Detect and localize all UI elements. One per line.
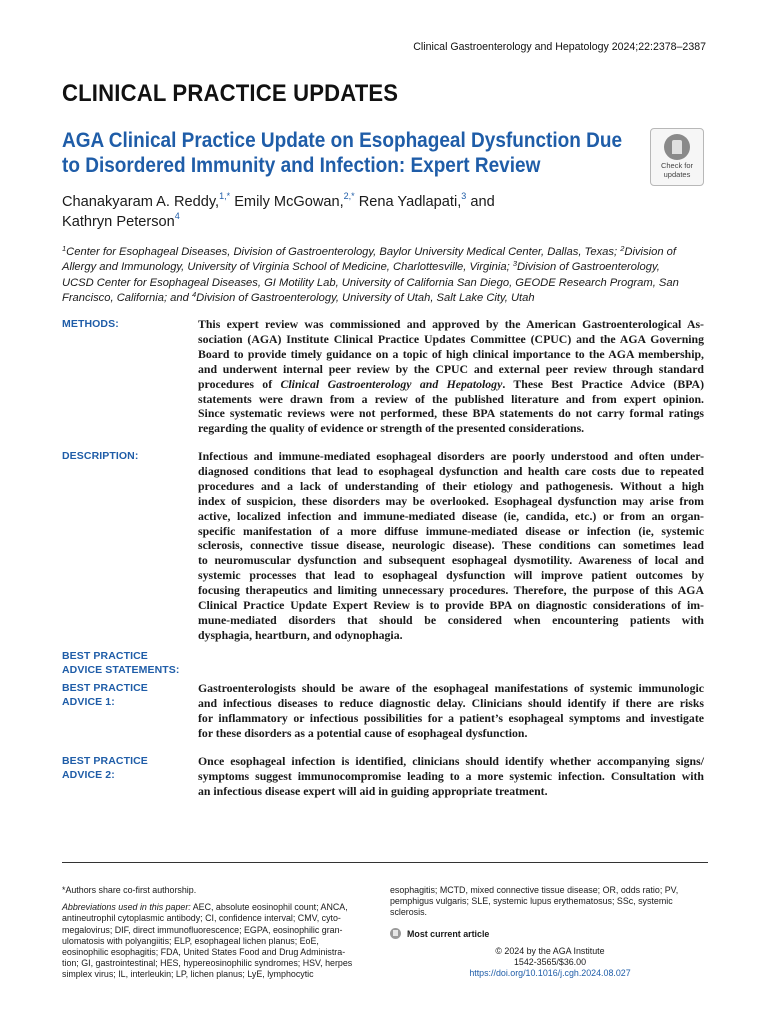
description-line: Infectious and immune-mediated esophageal disorders are poorly understood and often under- [198, 449, 704, 463]
bpa2-label-line: ADVICE 2: [62, 769, 115, 781]
methods-label: METHODS: [62, 318, 119, 330]
abbreviation-line: megalovirus; DIF, direct immunofluorescence; EGPA, eosinophilic gran- [62, 924, 343, 935]
check-updates-label: Check for updates [660, 161, 694, 179]
bpa1-line: Gastroenterologists should be aware of the esophageal manifestations of systemic immunologic [198, 681, 704, 695]
footnote-divider [62, 862, 708, 863]
bpa2-line: symptoms suggest immunocompromise leading to a more systemic infection. Consultation with [198, 768, 704, 783]
author-affiliation-ref[interactable]: 4 [174, 211, 180, 221]
abbreviation-line: tion; GI, gastrointestinal; HES, hypereosinophilic syndromes; HSV, herpes [62, 958, 353, 969]
description-line: sclerosis, connective tissue disease, neurologic disease). These conditions can sometimes lead [198, 538, 704, 553]
bpa1-line: for these disorders as a potential cause of esophageal dysfunction. [198, 725, 528, 740]
article-title [62, 128, 623, 178]
section-title: CLINICAL PRACTICE UPDATES [62, 80, 399, 107]
methods-line: Since systematic reviews were not performed, these BPA statements do not carry formal ratings [198, 406, 704, 421]
affiliation-line: $^1$Center for Esophageal Diseases, Division of Gastroenterology, Baylor University Medical Center, Dallas, Texas; $^2$Division of [62, 244, 676, 258]
bpa2-line: Once esophageal infection is identified, clinicians should identify whether accompanying signs/ [198, 754, 704, 768]
crossmark-icon [390, 928, 401, 939]
methods-line: and underwent internal peer review by the CPUC and external peer review through standard [198, 361, 704, 376]
abbreviation-line: antineutrophil cytoplasmic antibody; CI, confidence interval; CMV, cyto- [62, 913, 341, 924]
abbreviations-first-line [62, 902, 378, 913]
author-name: Emily McGowan, [234, 194, 344, 210]
affiliation-line: Francisco, California; and $^4$Division of Gastroenterology, University of Utah, Salt Lake City, Utah [62, 289, 535, 304]
abbreviation-line: simplex virus; IL, interleukin; LP, lichen planus; LyE, lymphocytic [62, 969, 314, 980]
description-label: DESCRIPTION: [62, 450, 139, 462]
description-line: mune-mediated disorders that should be considered when encountering patients with [198, 612, 704, 627]
abbreviation-line: esophagitis; MCTD, mixed connective tissue disease; OR, odds ratio; PV, [390, 885, 679, 895]
description-line: diagnosed conditions that lead to esophageal dysfunction and health care costs due to repeated [198, 463, 704, 478]
methods-line: Board to provide timely guidance on a topic of high clinical importance to the AGA membership, [198, 346, 704, 361]
abbreviations-label: Abbreviations used in this paper: [62, 902, 191, 913]
bpa2-label-line: BEST PRACTICE [62, 755, 148, 767]
author-name: Rena Yadlapati, [358, 194, 462, 210]
footnotes-left [62, 885, 378, 981]
abbreviation-line: pemphigus vulgaris; SLE, systemic lupus erythematosus; SSc, systemic [390, 896, 673, 907]
copyright-block [440, 946, 660, 979]
most-current-article[interactable] [390, 928, 489, 939]
description-line: systemic processes that lead to esophageal dysfunction will improve patient outcomes by [198, 568, 704, 583]
author-name: Chanakyaram A. Reddy, [62, 194, 220, 210]
description-line: active, localized infection and immune-mediated disease (ie, candida, etc.) or from an organ- [198, 508, 704, 523]
description-line: specific manifestation of a more diffuse immune-mediated disease or infection (ie, systemic [198, 523, 704, 538]
affiliations [62, 245, 710, 306]
bpa1-line: and infectious diseases to reduce diagnostic delay. Clinicians should identify if there are risks [198, 695, 704, 710]
methods-text [198, 317, 704, 436]
abbreviation-line: AEC, absolute eosinophil count; ANCA, [192, 902, 348, 913]
journal-citation-header: Clinical Gastroenterology and Hepatology 2024;22:2378–2387 [413, 41, 706, 53]
author-affiliation-ref[interactable]: 3 [461, 191, 467, 201]
copyright-text: © 2024 by the AGA Institute [495, 946, 605, 956]
description-line: index of suspicion, these disorders may be overlooked. Esophageal dysfunction may arise from [198, 493, 704, 508]
cofirst-footnote: *Authors share co-first authorship. [62, 885, 197, 895]
doi-link[interactable]: https://doi.org/10.1016/j.cgh.2024.08.027 [469, 968, 631, 978]
author-conjunction: and [470, 194, 495, 210]
affiliation-line: UCSD Center for Esophageal Diseases, GI Motility Lab, University of California San Diego, GEODE Research Program, San [62, 276, 679, 289]
bpa1-label-line: ADVICE 1: [62, 696, 115, 708]
article-title-line: AGA Clinical Practice Update on Esophageal Dysfunction Due [62, 129, 623, 152]
description-line: to neuromuscular dysfunction and subsequent esophageal dysmotility. Awareness of local and [198, 553, 704, 568]
abbreviation-line: ulomatosis with polyangiitis; ELP, esophageal lichen planus; EoE, [62, 935, 319, 946]
abbreviation-line: eosinophilic esophagitis; FDA, United States Food and Drug Administra- [62, 947, 346, 958]
article-title-line: to Disordered Immunity and Infection: Expert Review [62, 154, 541, 177]
bpa1-label [62, 681, 148, 709]
description-line: procedures and a lack of understanding of their etiology and pathogenesis. Without a high [198, 478, 704, 493]
bpa-statements-label [62, 649, 180, 677]
description-line: dysphagia, heartburn, and odynophagia. [198, 627, 403, 642]
check-updates-icon [664, 134, 690, 160]
methods-line: regarding the quality of evidence or strength of the presented considerations. [198, 421, 585, 436]
issn-text: 1542-3565/$36.00 [513, 957, 587, 967]
author-affiliation-ref[interactable]: 2,* [343, 191, 355, 201]
bpa-statements-label-line: BEST PRACTICE [62, 650, 148, 662]
affiliation-line: Allergy and Immunology, University of Virginia School of Medicine, Charlottesville, Virginia; $^3$Division of Gastroenterology, [62, 259, 660, 274]
abbreviation-line: sclerosis. [390, 907, 427, 918]
author-affiliation-ref[interactable]: 1,* [219, 191, 231, 201]
most-current-label: Most current article [407, 928, 490, 939]
bpa2-text [198, 754, 704, 799]
description-line: Clinical Practice Update Expert Review is to provide BPA on diagnostic considerations of im- [198, 598, 704, 613]
bpa1-text [198, 681, 704, 741]
footnotes-right [390, 885, 708, 919]
bpa2-line: an infectious disease expert will aid in guiding appropriate treatment. [198, 783, 548, 798]
description-line: focusing therapeutics and limiting unnecessary procedures. Therefore, the purpose of this AGA [198, 583, 704, 598]
bpa1-label-line: BEST PRACTICE [62, 682, 148, 694]
methods-line: statements were drawn from a review of the published literature and from expert opinion. [198, 391, 704, 406]
bpa-statements-label-line: ADVICE STATEMENTS: [62, 664, 180, 676]
methods-line: procedures of Clinical Gastroenterology and Hepatology. These Best Practice Advice (BPA) [198, 376, 704, 391]
author-list [62, 192, 662, 232]
methods-line: sociation (AGA) Institute Clinical Practice Updates Committee (CPUC) and the AGA Governing [198, 331, 704, 346]
methods-line: This expert review was commissioned and approved by the American Gastroenterological As- [198, 317, 704, 331]
author-name: Kathryn Peterson [62, 214, 175, 230]
description-text [198, 449, 704, 643]
bpa1-line: for inflammatory or infectious possibilities for a patient’s esophageal symptoms and investigate [198, 710, 704, 725]
check-for-updates-badge[interactable] [650, 128, 704, 186]
bpa2-label [62, 754, 148, 782]
